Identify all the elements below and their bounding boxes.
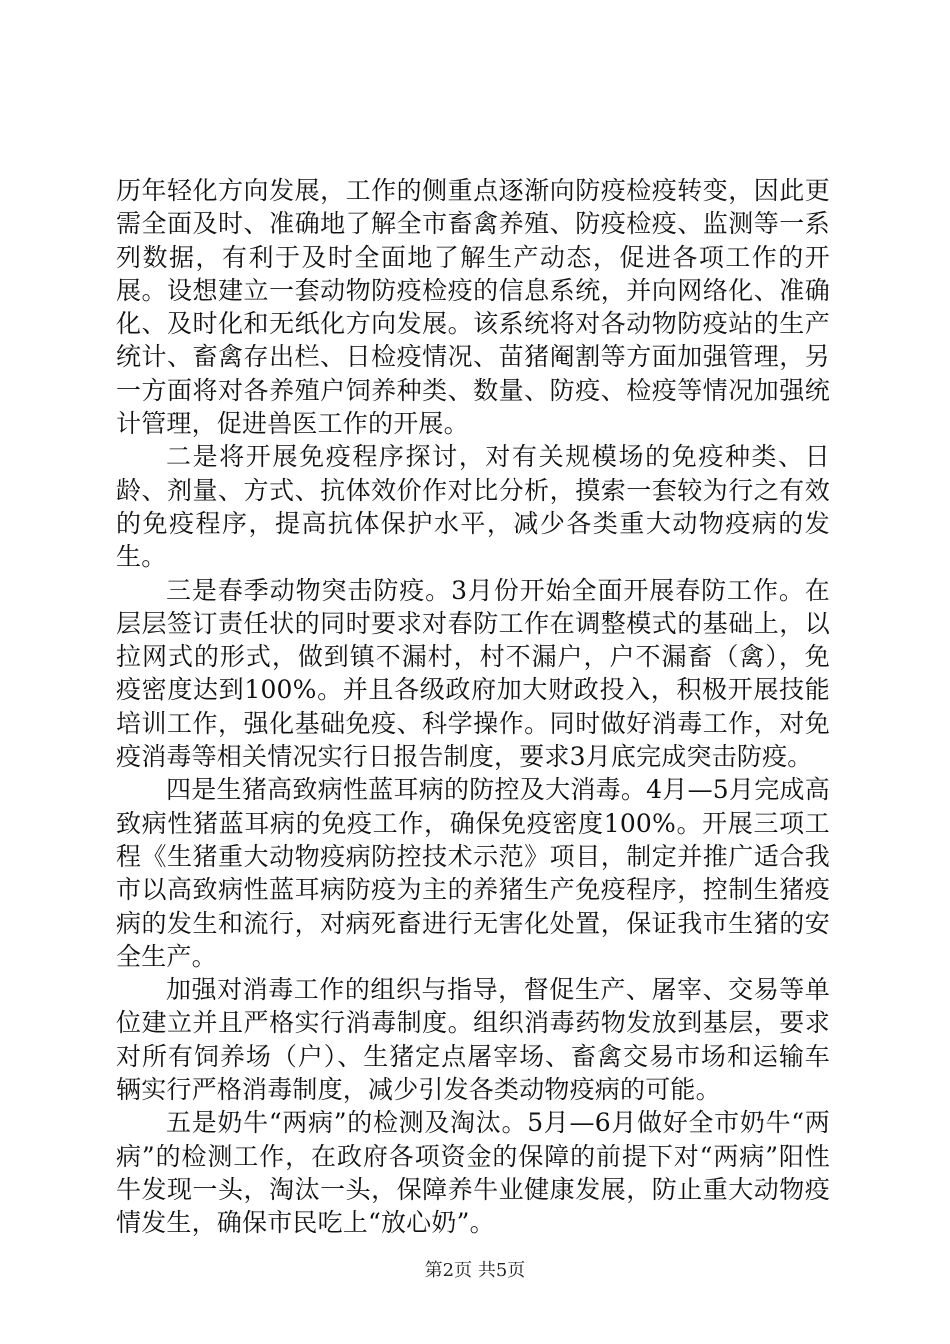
paragraph-item-four: 四是生猪高致病性蓝耳病的防控及大消毒。4月—5月完成高致病性猪蓝耳病的免疫工作，确保免疫密度100%。开展三项工程《生猪重大动物疫病防控技术示范》项目，制定并推广适合我市以高致病性蓝耳病防疫为主的养猪生产免疫程序，控制生猪疫病的发生和流行，对病死畜进行无害化处置，保证我市生猪的安全生产。 (116, 775, 830, 971)
paragraph-disinfection: 加强对消毒工作的组织与指导，督促生产、屠宰、交易等单位建立并且严格实行消毒制度。组织消毒药物发放到基层，要求对所有饲养场（户）、生猪定点屠宰场、畜禽交易市场和运输车辆实行严格消毒制度，减少引发各类动物疫病的可能。 (116, 975, 830, 1105)
page-number-footer: 第2页 共5页 (424, 1260, 526, 1281)
paragraph-item-two: 二是将开展免疫程序探讨，对有关规模场的免疫种类、日龄、剂量、方式、抗体效价作对比分析，摸索一套较为行之有效的免疫程序，提高抗体保护水平，减少各类重大动物疫病的发生。 (116, 442, 830, 572)
paragraph-continuation: 历年轻化方向发展，工作的侧重点逐渐向防疫检疫转变，因此更需全面及时、准确地了解全市畜禽养殖、防疫检疫、监测等一系列数据，有利于及时全面地了解生产动态，促进各项工作的开展。设想建立一套动物防疫检疫的信息系统，并向网络化、准确化、及时化和无纸化方向发展。该系统将对各动物防疫站的生产统计、畜禽存出栏、日检疫情况、苗猪阉割等方面加强管理，另一方面将对各养殖户饲养种类、数量、防疫、检疫等情况加强统计管理，促进兽医工作的开展。 (116, 176, 830, 439)
paragraph-item-three: 三是春季动物突击防疫。3月份开始全面开展春防工作。在层层签订责任状的同时要求对春防工作在调整模式的基础上，以拉网式的形式，做到镇不漏村，村不漏户，户不漏畜（禽），免疫密度达到100%。并且各级政府加大财政投入，积极开展技能培训工作，强化基础免疫、科学操作。同时做好消毒工作，对免疫消毒等相关情况实行日报告制度，要求3月底完成突击防疫。 (116, 575, 830, 772)
paragraph-item-five: 五是奶牛“两病”的检测及淘汰。5月—6月做好全市奶牛“两病”的检测工作，在政府各项资金的保障的前提下对“两病”阳性牛发现一头，淘汰一头，保障养牛业健康发展，防止重大动物疫情发生，确保市民吃上“放心奶”。 (116, 1108, 830, 1238)
document-body (116, 174, 830, 1240)
